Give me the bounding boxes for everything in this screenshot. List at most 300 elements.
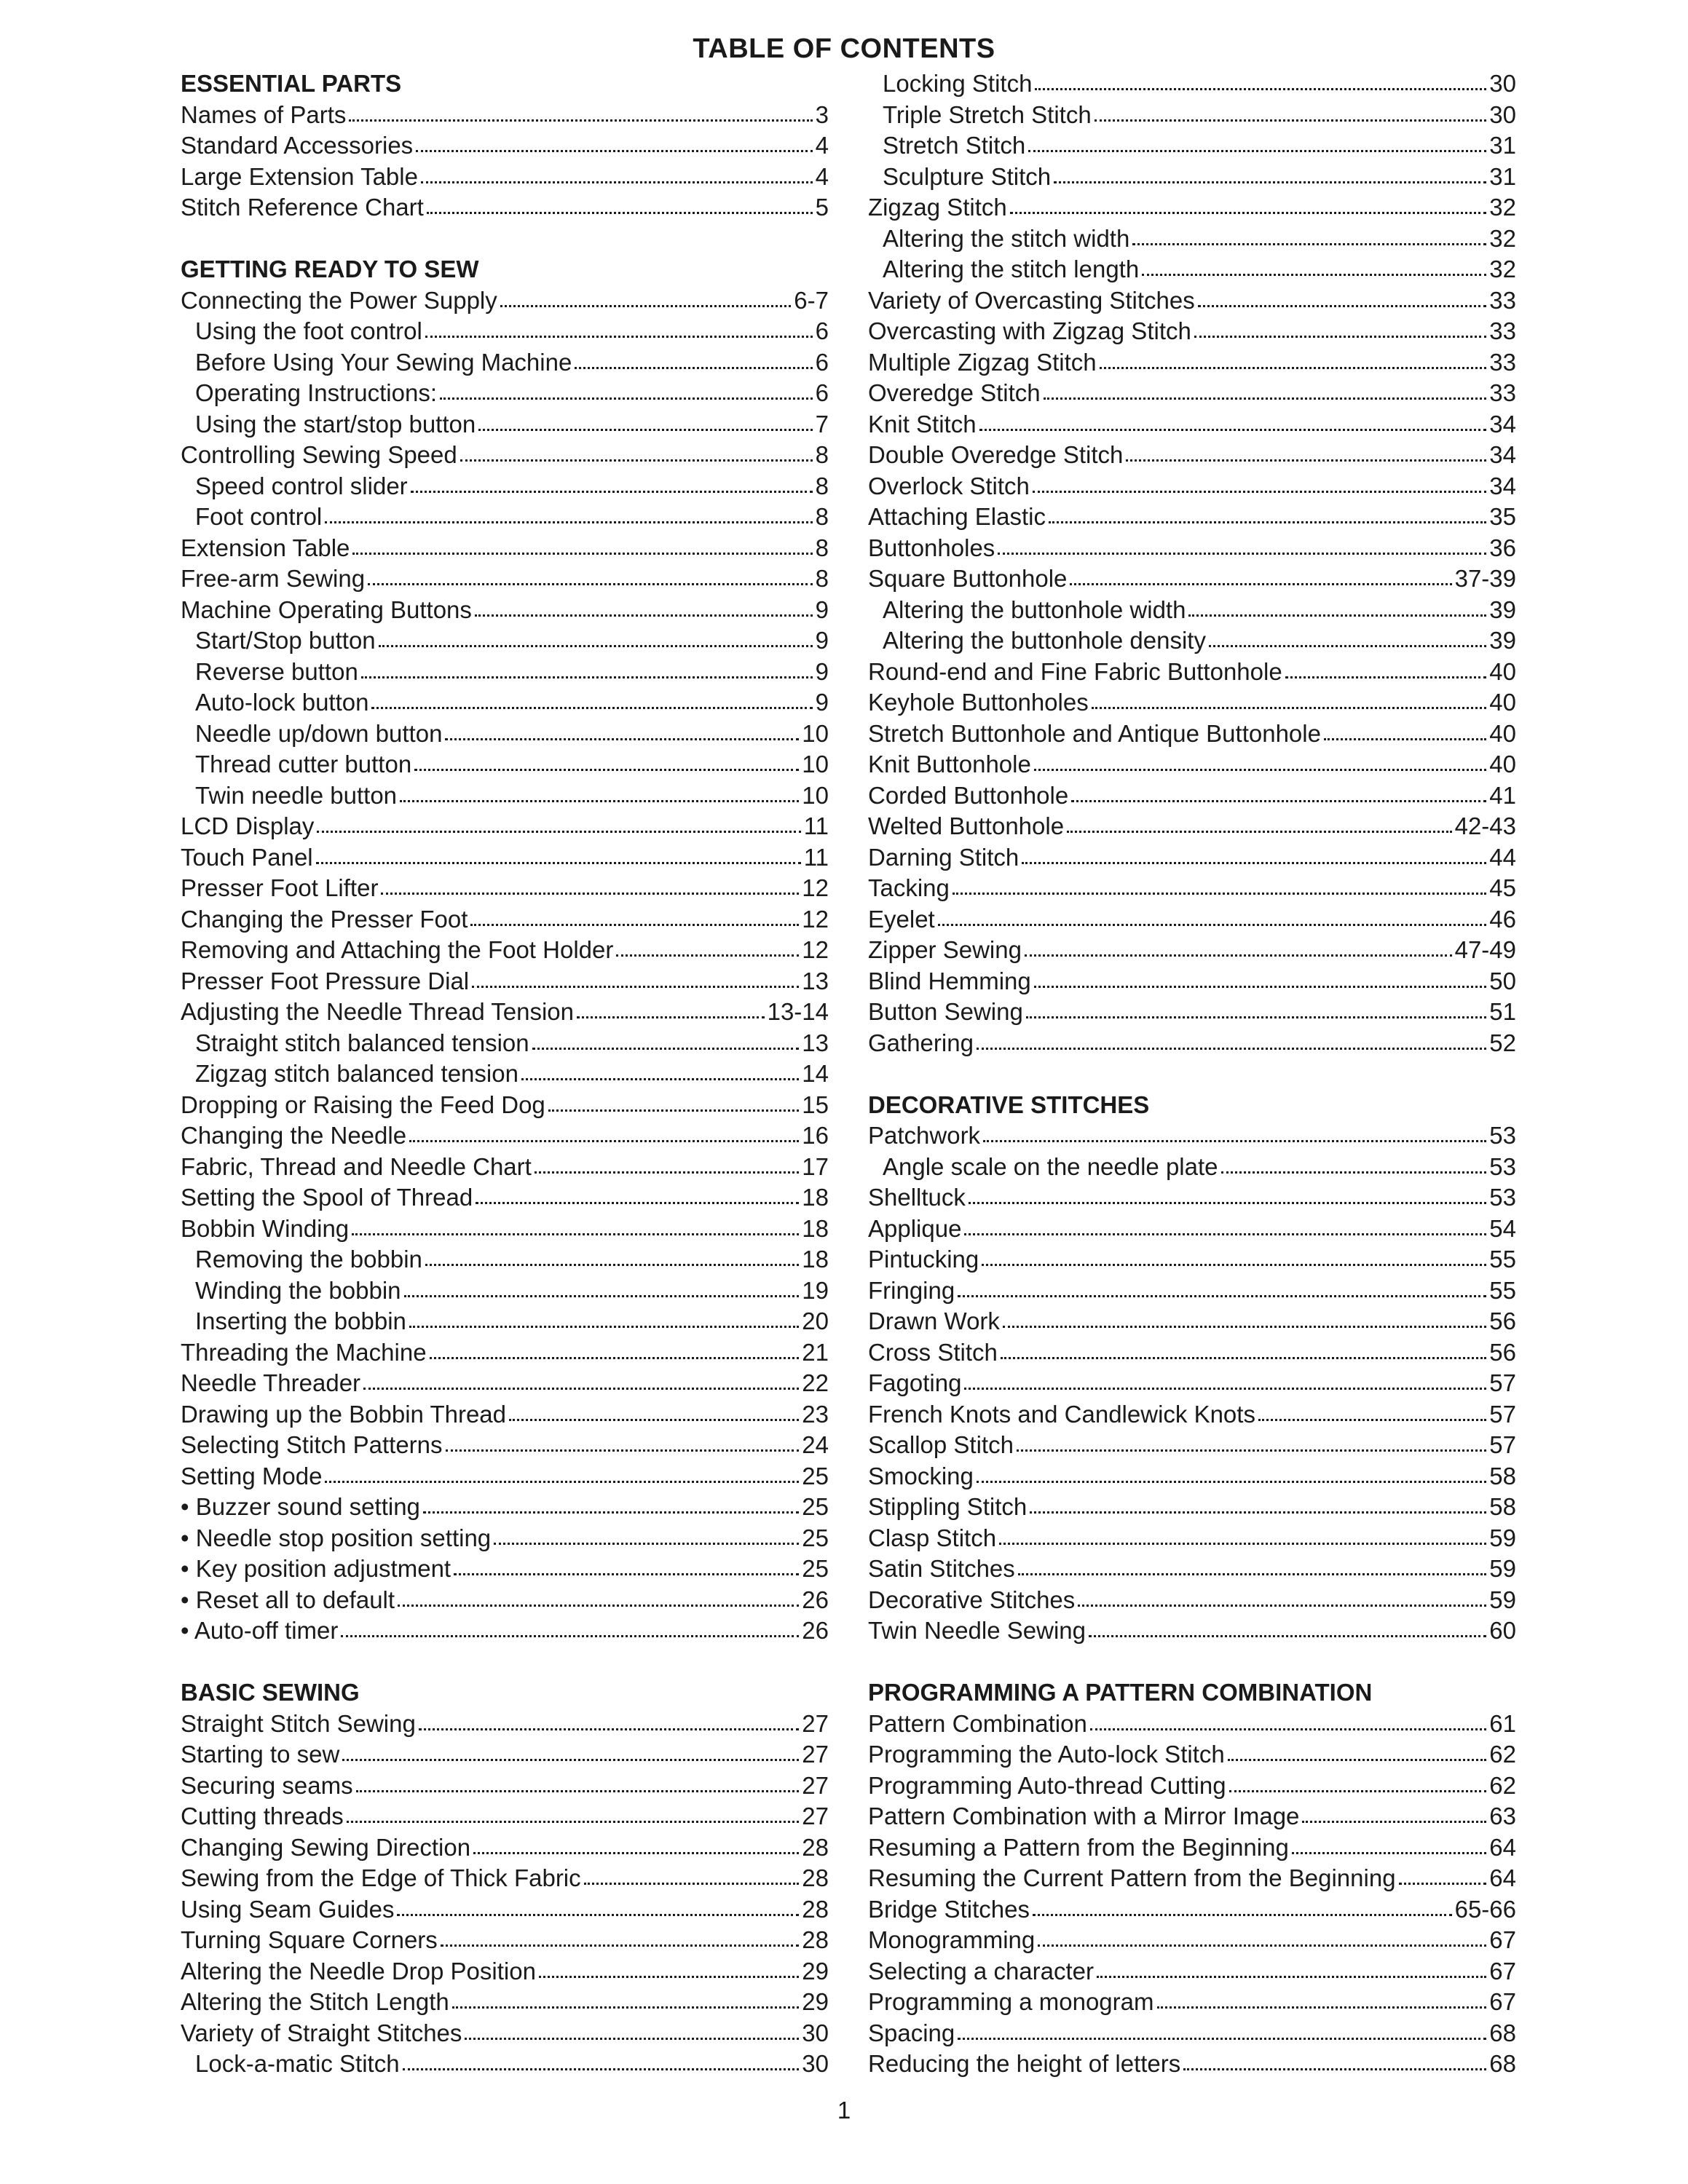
toc-entry-label: Thread cutter button bbox=[195, 751, 412, 778]
toc-entry-page: 68 bbox=[1489, 2050, 1516, 2077]
toc-entry[interactable] bbox=[181, 1987, 829, 2018]
toc-entry-label: Gathering bbox=[868, 1029, 974, 1056]
dot-leader bbox=[1022, 862, 1486, 864]
toc-entry-page: 23 bbox=[802, 1400, 829, 1428]
toc-entry[interactable] bbox=[181, 873, 829, 904]
toc-entry[interactable] bbox=[868, 2049, 1516, 2080]
dot-leader bbox=[969, 1202, 1486, 1204]
toc-entry-page: 12 bbox=[802, 905, 829, 933]
toc-entry-page: 63 bbox=[1489, 1803, 1516, 1829]
toc-entry[interactable] bbox=[868, 347, 1516, 379]
toc-entry[interactable] bbox=[181, 285, 829, 317]
dot-leader bbox=[953, 893, 1486, 895]
toc-entry[interactable] bbox=[868, 1925, 1516, 1956]
dot-leader bbox=[341, 1635, 799, 1637]
toc-entry[interactable] bbox=[868, 409, 1516, 440]
toc-entry-page: 18 bbox=[802, 1184, 829, 1211]
dot-leader bbox=[1033, 491, 1486, 493]
toc-entry-label: Names of Parts bbox=[181, 100, 347, 128]
toc-entry-label: Reverse button bbox=[195, 657, 358, 685]
toc-entry[interactable] bbox=[181, 935, 829, 966]
dot-leader bbox=[411, 491, 813, 493]
toc-entry-label: Standard Accessories bbox=[181, 132, 414, 159]
toc-entry-label: Attaching Elastic bbox=[868, 503, 1046, 530]
toc-entry-page: 6 bbox=[815, 348, 829, 376]
toc-entry-label: Changing the Needle bbox=[181, 1122, 407, 1149]
toc-entry-page: 12 bbox=[802, 936, 829, 963]
toc-entry-page: 56 bbox=[1489, 1307, 1516, 1334]
toc-entry-label: Controlling Sewing Speed bbox=[181, 441, 457, 468]
toc-entry-page: 58 bbox=[1489, 1462, 1516, 1489]
toc-entry[interactable] bbox=[868, 285, 1516, 317]
toc-entry-page: 40 bbox=[1489, 657, 1516, 685]
toc-entry-label: Angle scale on the needle plate bbox=[883, 1152, 1218, 1180]
dot-leader bbox=[465, 2038, 799, 2040]
toc-entry-page: 8 bbox=[815, 565, 829, 592]
toc-entry[interactable] bbox=[181, 657, 829, 688]
dot-leader bbox=[440, 397, 813, 400]
dot-leader bbox=[1030, 1511, 1486, 1514]
toc-entry[interactable] bbox=[868, 1832, 1516, 1864]
toc-entry[interactable] bbox=[868, 1523, 1516, 1554]
toc-entry-label: Fabric, Thread and Needle Chart bbox=[181, 1152, 532, 1180]
toc-entry[interactable] bbox=[868, 502, 1516, 533]
toc-entry-label: Foot control bbox=[195, 503, 323, 530]
toc-entry-page: 18 bbox=[802, 1214, 829, 1242]
toc-entry-label: Selecting a character bbox=[868, 1957, 1095, 1985]
toc-entry[interactable] bbox=[181, 130, 829, 162]
toc-entry[interactable] bbox=[181, 1894, 829, 1926]
toc-entry[interactable] bbox=[181, 1059, 829, 1090]
dot-leader bbox=[416, 150, 812, 152]
toc-entry[interactable] bbox=[868, 1801, 1516, 1832]
dot-leader bbox=[979, 429, 1487, 431]
toc-entry-label: Locking Stitch bbox=[883, 70, 1033, 97]
dot-leader bbox=[414, 769, 799, 771]
dot-leader bbox=[1228, 1759, 1487, 1761]
toc-entry-page: 6 bbox=[815, 379, 829, 406]
toc-entry[interactable] bbox=[181, 1430, 829, 1461]
toc-entry-page: 32 bbox=[1489, 194, 1516, 221]
toc-entry-page: 34 bbox=[1489, 410, 1516, 438]
toc-entry[interactable] bbox=[181, 2018, 829, 2049]
toc-entry[interactable] bbox=[868, 749, 1516, 780]
toc-entry[interactable] bbox=[868, 1430, 1516, 1461]
toc-entry[interactable] bbox=[181, 1090, 829, 1121]
toc-entry-page: 27 bbox=[802, 1741, 829, 1768]
toc-entry-label: Drawn Work bbox=[868, 1307, 1000, 1334]
dot-leader bbox=[1194, 336, 1486, 338]
toc-entry-label: • Key position adjustment bbox=[181, 1555, 451, 1582]
toc-entry-label: Blind Hemming bbox=[868, 967, 1031, 994]
toc-entry-label: Presser Foot Pressure Dial bbox=[181, 967, 470, 994]
toc-entry-label: Multiple Zigzag Stitch bbox=[868, 348, 1097, 376]
section-heading-label: ESSENTIAL PARTS bbox=[181, 70, 402, 97]
toc-entry[interactable] bbox=[868, 719, 1516, 750]
toc-entry[interactable] bbox=[868, 904, 1516, 935]
toc-entry-label: Extension Table bbox=[181, 534, 350, 561]
toc-entry[interactable] bbox=[868, 254, 1516, 285]
toc-entry-page: 20 bbox=[802, 1307, 829, 1334]
toc-entry-page: 30 bbox=[802, 2019, 829, 2046]
toc-entry[interactable] bbox=[181, 316, 829, 347]
toc-entry-page: 21 bbox=[802, 1338, 829, 1366]
toc-entry[interactable] bbox=[868, 162, 1516, 193]
toc-entry-label: Satin Stitches bbox=[868, 1555, 1015, 1582]
toc-entry[interactable] bbox=[181, 1214, 829, 1245]
toc-entry-page: 57 bbox=[1489, 1400, 1516, 1428]
dot-leader bbox=[1070, 583, 1451, 585]
toc-entry-page: 28 bbox=[802, 1895, 829, 1923]
toc-entry[interactable] bbox=[181, 719, 829, 750]
toc-entry[interactable] bbox=[181, 1337, 829, 1369]
toc-entry[interactable] bbox=[868, 811, 1516, 842]
toc-entry-label: Fringing bbox=[868, 1276, 955, 1304]
toc-entry-label: Connecting the Power Supply bbox=[181, 286, 497, 314]
toc-entry[interactable] bbox=[181, 1863, 829, 1894]
toc-entry[interactable] bbox=[181, 687, 829, 719]
toc-entry-page: 25 bbox=[802, 1462, 829, 1489]
toc-entry-label: Scallop Stitch bbox=[868, 1431, 1014, 1458]
toc-entry-page: 35 bbox=[1489, 503, 1516, 530]
dot-leader bbox=[454, 1573, 799, 1575]
toc-entry[interactable] bbox=[868, 440, 1516, 471]
dot-leader bbox=[397, 1914, 799, 1916]
toc-entry[interactable] bbox=[868, 1182, 1516, 1214]
toc-entry-label: Drawing up the Bobbin Thread bbox=[181, 1400, 507, 1428]
toc-entry[interactable] bbox=[181, 1399, 829, 1431]
toc-entry[interactable] bbox=[868, 625, 1516, 657]
toc-entry[interactable] bbox=[181, 1709, 829, 1740]
toc-entry[interactable] bbox=[181, 749, 829, 780]
section-spacer bbox=[868, 1059, 1516, 1090]
toc-entry-page: 24 bbox=[802, 1431, 829, 1458]
toc-entry[interactable] bbox=[181, 1739, 829, 1770]
toc-entry[interactable] bbox=[181, 378, 829, 409]
toc-entry[interactable] bbox=[181, 1368, 829, 1399]
toc-entry-label: Pintucking bbox=[868, 1246, 979, 1273]
toc-entry[interactable] bbox=[181, 1120, 829, 1152]
toc-entry[interactable] bbox=[181, 904, 829, 935]
section-heading-label: GETTING READY TO SEW bbox=[181, 256, 479, 282]
toc-entry[interactable] bbox=[181, 533, 829, 564]
toc-entry-page: 53 bbox=[1489, 1122, 1516, 1149]
toc-entry-label: Monogramming bbox=[868, 1926, 1036, 1953]
dot-leader bbox=[977, 1481, 1486, 1483]
dot-leader bbox=[1010, 212, 1487, 214]
toc-entry[interactable] bbox=[181, 780, 829, 812]
toc-entry-page: 59 bbox=[1489, 1586, 1516, 1613]
dot-leader bbox=[409, 1140, 799, 1142]
toc-entry[interactable] bbox=[868, 842, 1516, 874]
toc-entry-page: 25 bbox=[802, 1524, 829, 1551]
toc-entry[interactable] bbox=[868, 1399, 1516, 1431]
toc-entry[interactable] bbox=[181, 997, 829, 1028]
toc-entry[interactable] bbox=[868, 223, 1516, 255]
toc-entry-label: Changing Sewing Direction bbox=[181, 1833, 471, 1861]
toc-entry-page: 8 bbox=[815, 472, 829, 499]
dot-leader bbox=[1026, 1016, 1486, 1018]
toc-entry-page: 31 bbox=[1489, 162, 1516, 190]
dot-leader bbox=[1049, 521, 1486, 523]
toc-entry-page: 10 bbox=[802, 781, 829, 809]
toc-entry-page: 3 bbox=[815, 100, 829, 128]
toc-entry[interactable] bbox=[181, 1275, 829, 1307]
toc-entry[interactable] bbox=[868, 1709, 1516, 1740]
toc-entry-label: Bobbin Winding bbox=[181, 1214, 350, 1242]
toc-entry-page: 58 bbox=[1489, 1493, 1516, 1520]
toc-entry-page: 39 bbox=[1489, 596, 1516, 623]
toc-entry-label: Using the foot control bbox=[195, 317, 422, 344]
toc-entry-page: 7 bbox=[815, 410, 829, 438]
toc-entry-page: 55 bbox=[1489, 1276, 1516, 1304]
toc-entry-label: Overcasting with Zigzag Stitch bbox=[868, 317, 1191, 344]
toc-entry-label: Twin Needle Sewing bbox=[868, 1617, 1086, 1644]
toc-entry[interactable] bbox=[868, 595, 1516, 626]
page-title: TABLE OF CONTENTS bbox=[693, 33, 995, 64]
toc-entry[interactable] bbox=[868, 316, 1516, 347]
toc-entry-page: 12 bbox=[802, 874, 829, 901]
dot-leader bbox=[349, 119, 812, 122]
toc-entry[interactable] bbox=[181, 1801, 829, 1832]
toc-entry-page: 33 bbox=[1489, 379, 1516, 406]
toc-entry[interactable] bbox=[868, 533, 1516, 564]
toc-entry-page: 13 bbox=[802, 1029, 829, 1056]
toc-entry[interactable] bbox=[868, 1306, 1516, 1337]
toc-entry-label: Zigzag Stitch bbox=[868, 194, 1007, 221]
dot-leader bbox=[982, 1264, 1486, 1266]
toc-entry[interactable] bbox=[181, 842, 829, 874]
dot-leader bbox=[421, 181, 813, 183]
toc-entry-page: 62 bbox=[1489, 1741, 1516, 1768]
dot-leader bbox=[476, 1202, 799, 1204]
toc-entry[interactable] bbox=[868, 780, 1516, 812]
toc-entry[interactable] bbox=[868, 1554, 1516, 1585]
toc-entry[interactable] bbox=[868, 1214, 1516, 1245]
toc-entry-label: Programming a monogram bbox=[868, 1988, 1154, 2015]
toc-entry[interactable] bbox=[868, 1770, 1516, 1802]
toc-entry[interactable] bbox=[868, 1894, 1516, 1926]
toc-entry[interactable] bbox=[868, 1337, 1516, 1369]
dot-leader bbox=[352, 553, 812, 555]
toc-entry-label: Inserting the bobbin bbox=[195, 1307, 406, 1334]
dot-leader bbox=[347, 1821, 799, 1823]
toc-entry[interactable] bbox=[868, 1152, 1516, 1183]
toc-entry[interactable] bbox=[868, 471, 1516, 502]
toc-entry-label: Programming the Auto-lock Stitch bbox=[868, 1741, 1225, 1768]
section-heading bbox=[868, 1677, 1516, 1709]
toc-entry[interactable] bbox=[868, 687, 1516, 719]
toc-entry[interactable] bbox=[181, 471, 829, 502]
dot-leader bbox=[575, 367, 812, 369]
toc-entry[interactable] bbox=[868, 1368, 1516, 1399]
toc-entry[interactable] bbox=[868, 1615, 1516, 1647]
toc-entry-label: Knit Buttonhole bbox=[868, 751, 1031, 778]
toc-entry[interactable] bbox=[181, 409, 829, 440]
toc-entry[interactable] bbox=[868, 100, 1516, 131]
toc-entry[interactable] bbox=[868, 1956, 1516, 1987]
toc-entry[interactable] bbox=[868, 1492, 1516, 1523]
toc-entry[interactable] bbox=[181, 625, 829, 657]
toc-entry-label: Setting the Spool of Thread bbox=[181, 1184, 473, 1211]
toc-entry-label: Decorative Stitches bbox=[868, 1586, 1076, 1613]
toc-entry-page: 9 bbox=[815, 627, 829, 654]
toc-entry[interactable] bbox=[868, 1461, 1516, 1492]
toc-entry-label: Needle up/down button bbox=[195, 719, 443, 747]
dot-leader bbox=[577, 1016, 765, 1018]
section-spacer bbox=[181, 223, 829, 255]
toc-entry-label: Winding the bobbin bbox=[195, 1276, 401, 1304]
toc-entry[interactable] bbox=[868, 192, 1516, 223]
dot-leader bbox=[958, 1295, 1486, 1297]
toc-entry-label: Overlock Stitch bbox=[868, 472, 1030, 499]
toc-entry[interactable] bbox=[181, 1492, 829, 1523]
toc-entry-page: 68 bbox=[1489, 2019, 1516, 2046]
toc-entry-page: 29 bbox=[802, 1957, 829, 1985]
toc-entry[interactable] bbox=[181, 966, 829, 997]
toc-entry[interactable] bbox=[181, 1956, 829, 1987]
toc-entry[interactable] bbox=[181, 1615, 829, 1647]
toc-entry-page: 8 bbox=[815, 503, 829, 530]
toc-entry[interactable] bbox=[181, 347, 829, 379]
toc-entry[interactable] bbox=[181, 1770, 829, 1802]
toc-entry[interactable] bbox=[868, 997, 1516, 1028]
toc-entry[interactable] bbox=[868, 935, 1516, 966]
toc-entry-label: • Buzzer sound setting bbox=[181, 1493, 420, 1520]
toc-entry-label: Resuming a Pattern from the Beginning bbox=[868, 1833, 1289, 1861]
toc-entry-label: Selecting Stitch Patterns bbox=[181, 1431, 443, 1458]
toc-entry-label: Zipper Sewing bbox=[868, 936, 1022, 963]
dot-leader bbox=[1095, 119, 1487, 122]
toc-entry[interactable] bbox=[868, 563, 1516, 595]
toc-entry-label: Sewing from the Edge of Thick Fabric bbox=[181, 1864, 581, 1891]
toc-entry-label: Starting to sew bbox=[181, 1741, 340, 1768]
toc-entry[interactable] bbox=[181, 1523, 829, 1554]
toc-entry-page: 13 bbox=[802, 967, 829, 994]
dot-leader bbox=[964, 1388, 1486, 1390]
toc-entry[interactable] bbox=[868, 1585, 1516, 1616]
dot-leader bbox=[998, 553, 1486, 555]
toc-entry-page: 41 bbox=[1489, 781, 1516, 809]
toc-entry[interactable] bbox=[868, 1275, 1516, 1307]
toc-entry-page: 52 bbox=[1489, 1029, 1516, 1056]
dot-leader bbox=[1071, 800, 1486, 802]
toc-entry-page: 65-66 bbox=[1454, 1895, 1516, 1923]
toc-entry[interactable] bbox=[868, 68, 1516, 100]
toc-entry-page: 40 bbox=[1489, 689, 1516, 716]
toc-entry-page: 6 bbox=[815, 317, 829, 344]
toc-entry[interactable] bbox=[181, 563, 829, 595]
toc-entry-page: 10 bbox=[802, 719, 829, 747]
toc-entry[interactable] bbox=[181, 1182, 829, 1214]
toc-entry-label: Touch Panel bbox=[181, 843, 313, 871]
toc-entry-label: Threading the Machine bbox=[181, 1338, 427, 1366]
toc-entry[interactable] bbox=[181, 1554, 829, 1585]
toc-entry[interactable] bbox=[868, 657, 1516, 688]
section-heading-label: BASIC SEWING bbox=[181, 1679, 360, 1706]
toc-entry[interactable] bbox=[181, 192, 829, 223]
toc-entry-label: Fagoting bbox=[868, 1369, 962, 1396]
dot-leader bbox=[409, 1326, 799, 1328]
toc-entry[interactable] bbox=[868, 1244, 1516, 1275]
toc-entry-label: Machine Operating Buttons bbox=[181, 596, 472, 623]
toc-entry-page: 9 bbox=[815, 689, 829, 716]
toc-entry-page: 60 bbox=[1489, 1617, 1516, 1644]
dot-leader bbox=[983, 1140, 1486, 1142]
toc-entry-page: 30 bbox=[802, 2050, 829, 2077]
dot-leader bbox=[470, 924, 799, 926]
dot-leader bbox=[1003, 1326, 1486, 1328]
toc-entry-label: Free-arm Sewing bbox=[181, 565, 366, 592]
toc-entry-label: Changing the Presser Foot bbox=[181, 905, 468, 933]
toc-entry[interactable] bbox=[868, 1028, 1516, 1059]
toc-entry-page: 57 bbox=[1489, 1431, 1516, 1458]
toc-entry[interactable] bbox=[868, 378, 1516, 409]
dot-leader bbox=[1221, 1171, 1487, 1174]
toc-entry[interactable] bbox=[868, 1987, 1516, 2018]
dot-leader bbox=[368, 583, 813, 585]
toc-entry[interactable] bbox=[868, 1120, 1516, 1152]
toc-entry-page: 33 bbox=[1489, 286, 1516, 314]
toc-entry-page: 59 bbox=[1489, 1555, 1516, 1582]
dot-leader bbox=[1188, 614, 1486, 617]
toc-entry-label: Altering the stitch length bbox=[883, 256, 1140, 282]
toc-entry[interactable] bbox=[181, 440, 829, 471]
toc-entry[interactable] bbox=[181, 100, 829, 131]
dot-leader bbox=[1100, 367, 1487, 369]
dot-leader bbox=[316, 862, 801, 864]
toc-entry[interactable] bbox=[181, 1832, 829, 1864]
toc-entry[interactable] bbox=[181, 811, 829, 842]
toc-entry[interactable] bbox=[181, 1461, 829, 1492]
toc-entry-page: 51 bbox=[1489, 998, 1516, 1025]
toc-entry-page: 36 bbox=[1489, 534, 1516, 561]
toc-entry-page: 61 bbox=[1489, 1709, 1516, 1737]
toc-entry[interactable] bbox=[868, 966, 1516, 997]
toc-entry-page: 14 bbox=[802, 1060, 829, 1087]
toc-entry[interactable] bbox=[181, 1244, 829, 1275]
toc-entry-page: 11 bbox=[803, 843, 829, 871]
toc-entry[interactable] bbox=[181, 2049, 829, 2080]
toc-entry[interactable] bbox=[868, 2018, 1516, 2049]
toc-entry-label: Applique bbox=[868, 1214, 962, 1242]
toc-entry[interactable] bbox=[181, 595, 829, 626]
dot-leader bbox=[1198, 305, 1487, 307]
toc-entry[interactable] bbox=[181, 1585, 829, 1616]
toc-entry[interactable] bbox=[181, 1925, 829, 1956]
toc-entry[interactable] bbox=[868, 873, 1516, 904]
toc-entry-label: Smocking bbox=[868, 1462, 974, 1489]
toc-entry-page: 32 bbox=[1489, 256, 1516, 282]
toc-entry[interactable] bbox=[181, 502, 829, 533]
toc-entry-page: 26 bbox=[802, 1617, 829, 1644]
toc-entry-label: Corded Buttonhole bbox=[868, 781, 1069, 809]
toc-entry[interactable] bbox=[181, 1152, 829, 1183]
toc-entry[interactable] bbox=[181, 1028, 829, 1059]
toc-entry-page: 53 bbox=[1489, 1184, 1516, 1211]
toc-entry-label: Altering the buttonhole density bbox=[883, 627, 1206, 654]
toc-entry[interactable] bbox=[181, 162, 829, 193]
toc-entry-page: 5 bbox=[815, 194, 829, 221]
toc-entry-label: Dropping or Raising the Feed Dog bbox=[181, 1091, 545, 1118]
dot-leader bbox=[403, 2068, 800, 2070]
toc-entry[interactable] bbox=[181, 1306, 829, 1337]
toc-entry[interactable] bbox=[868, 130, 1516, 162]
toc-entry[interactable] bbox=[868, 1739, 1516, 1770]
toc-entry-page: 67 bbox=[1489, 1988, 1516, 2015]
dot-leader bbox=[423, 1511, 799, 1514]
toc-entry[interactable] bbox=[868, 1863, 1516, 1894]
